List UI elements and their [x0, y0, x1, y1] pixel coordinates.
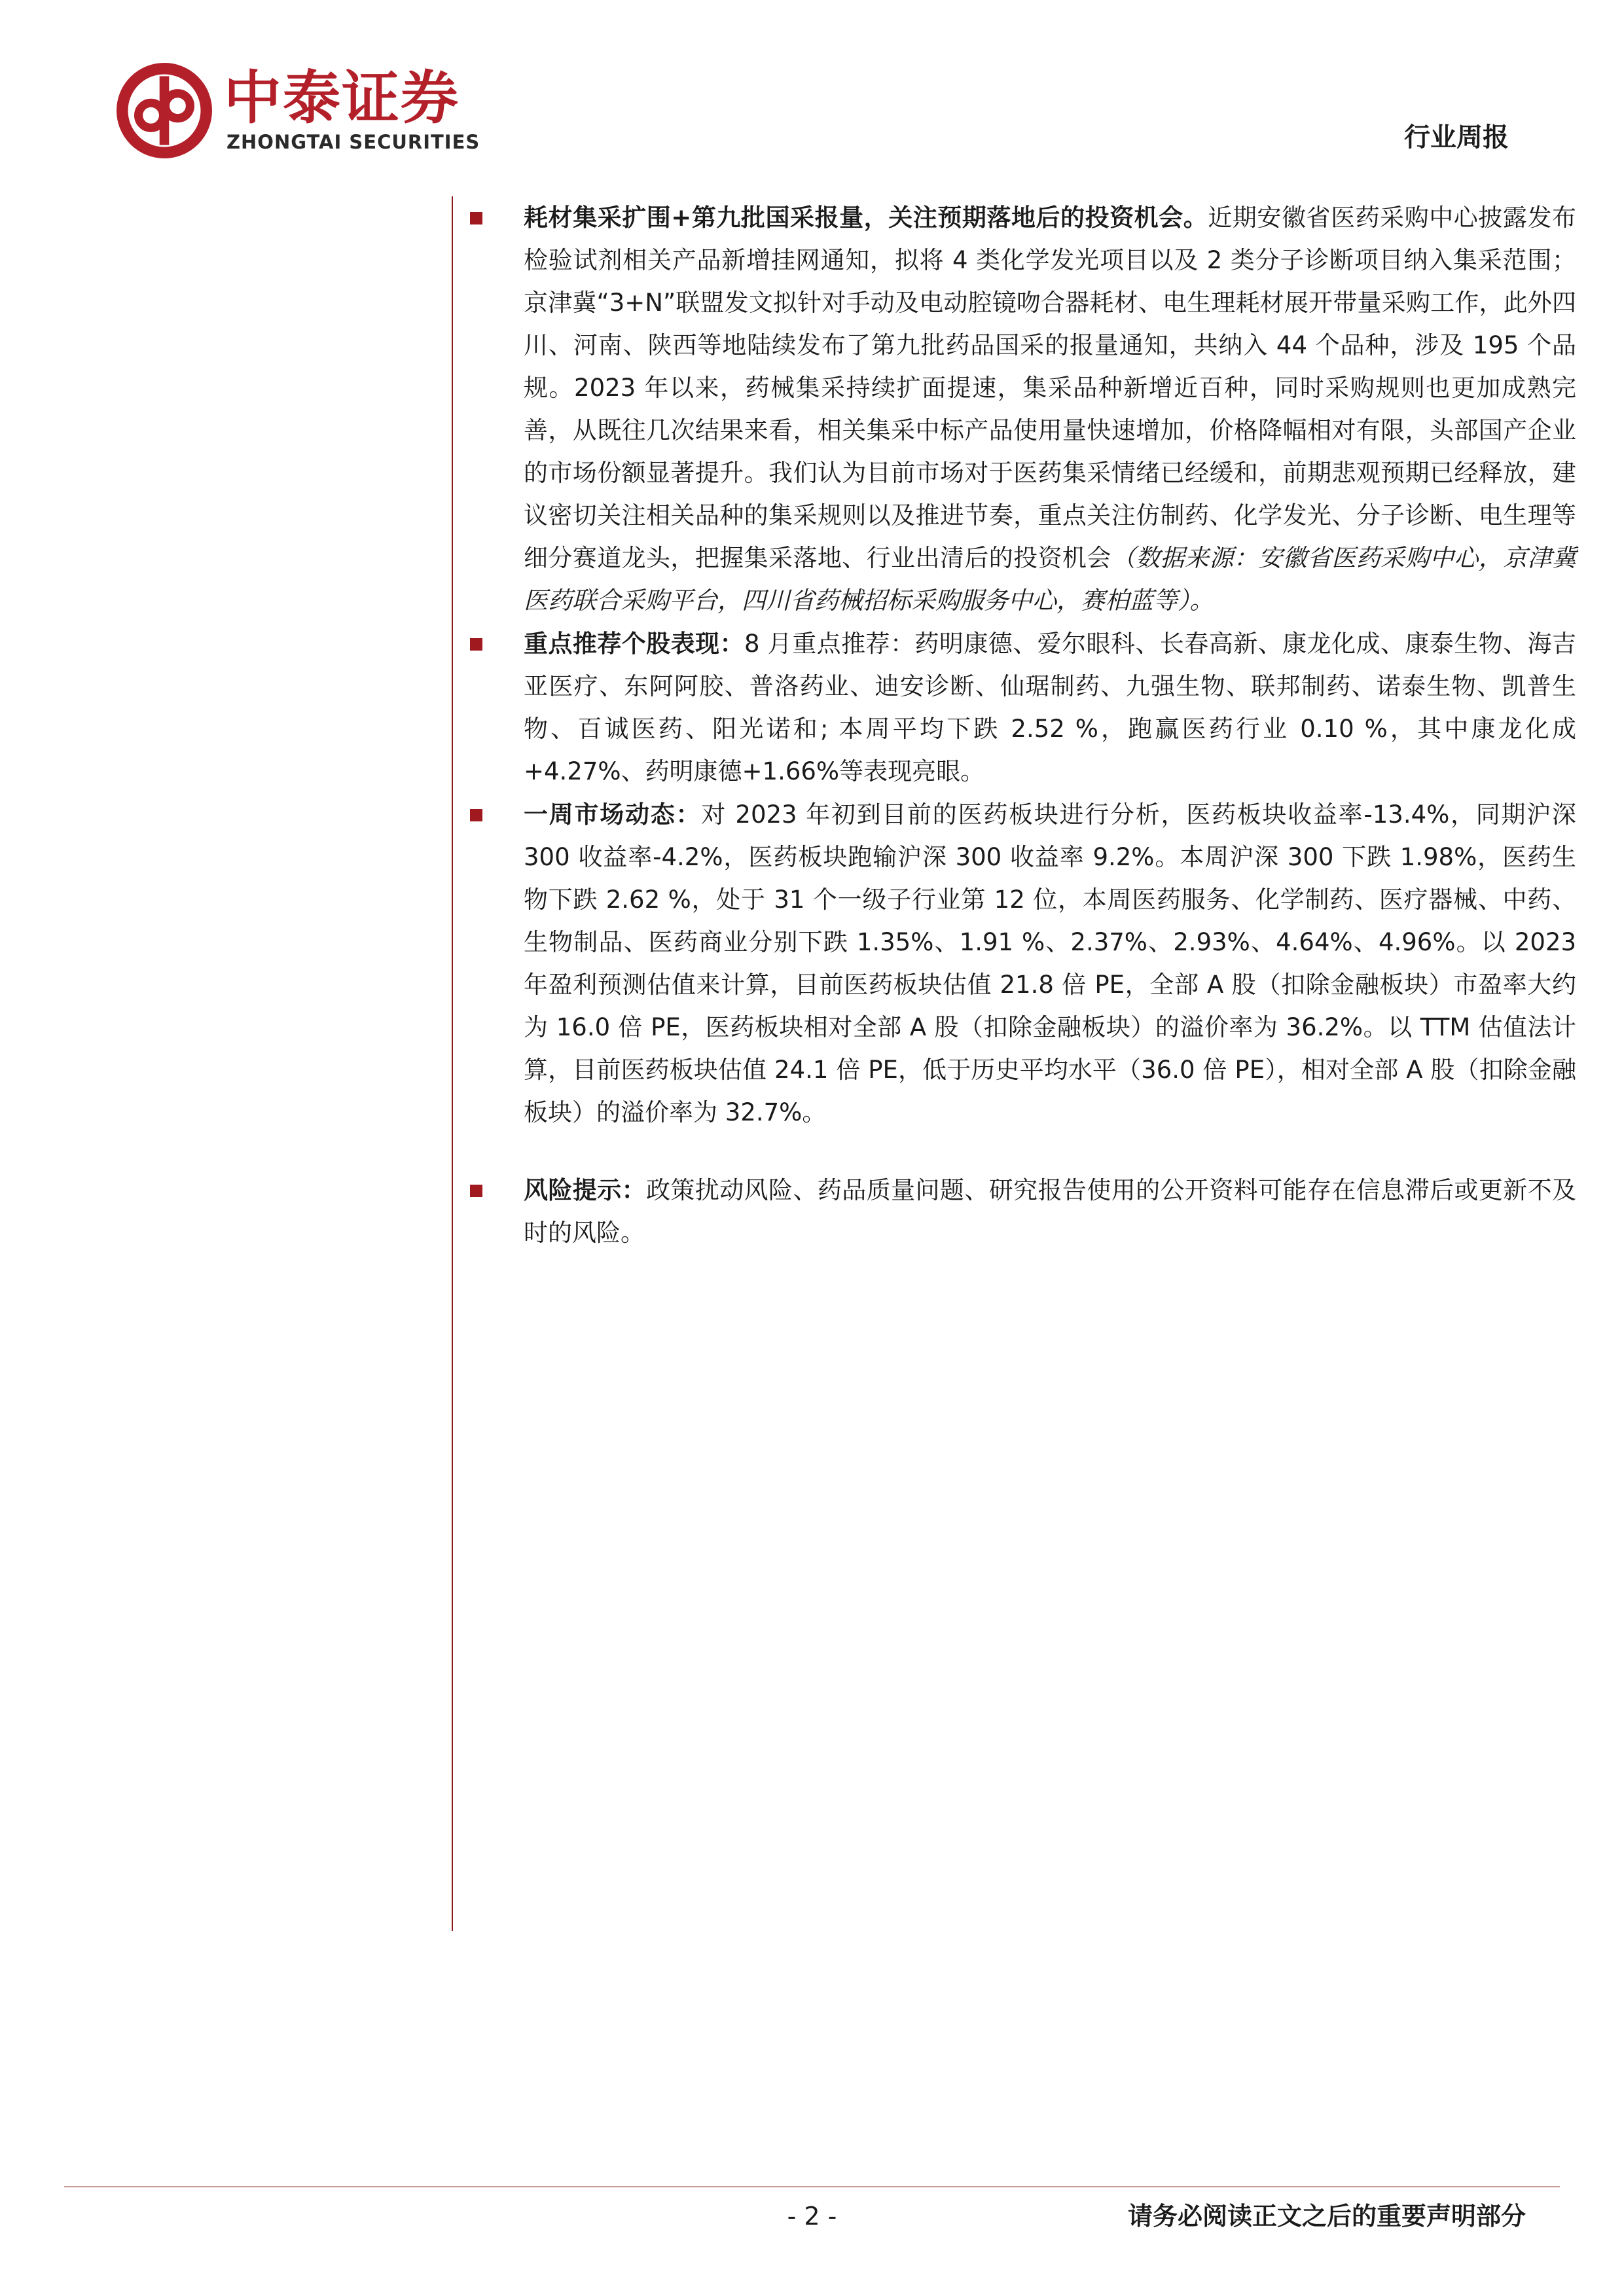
zhongtai-logo-icon [117, 63, 212, 158]
logo-chinese-name: 中泰证券 [224, 64, 460, 132]
paragraph-heading: 重点推荐个股表现： [524, 630, 745, 658]
paragraph-heading: 一周市场动态： [524, 800, 702, 829]
bullet-square-icon [470, 809, 482, 821]
footer-disclaimer: 请务必阅读正文之后的重要声明部分 [1127, 2202, 1526, 2231]
paragraph-body: 8 月重点推荐：药明康德、爱尔眼科、长春高新、康龙化成、康泰生物、海吉亚医疗、东阿阿胶、普洛药业、迪安诊断、仙琚制药、九强生物、联邦制药、诺泰生物、凯普生物、百诚医药、阳光诺和; 本周平均下跌 2.52 %，跑赢医药行业 0.10 %，其中康龙化成+4.27%、药明康德+1.66%等表现亮眼。 [524, 630, 1576, 785]
paragraph-risk-warning [470, 1169, 1576, 1254]
footer-divider [64, 2186, 1560, 2187]
paragraph-market-dynamics [470, 793, 1576, 1134]
main-content [470, 196, 1576, 1254]
paragraph-body: 近期安徽省医药采购中心披露发布检验试剂相关产品新增挂网通知，拟将 4 类化学发光项目以及 2 类分子诊断项目纳入集采范围；京津冀“3+N”联盟发文拟针对手动及电动腔镜吻合器耗材、电生理耗材展开带量采购工作，此外四川、河南、陕西等地陆续发布了第九批药品国采的报量通知，共纳入 44 个品种，涉及 195 个品规。2023 年以来，药械集采持续扩面提速，集采品种新增近百种，同时采购规则也更加成熟完善，从既往几次结果来看，相关集采中标产品使用量快速增加，价格降幅相对有限，头部国产企业的市场份额显著提升。我们认为目前市场对于医药集采情绪已经缓和，前期悲观预期已经释放，建议密切关注相关品种的集采规则以及推进节奏，重点关注仿制药、化学发光、分子诊断、电生理等细分赛道龙头，把握集采落地、行业出清后的投资机会 [524, 204, 1576, 572]
paragraph-stock-picks [470, 622, 1576, 793]
paragraph-procurement [470, 196, 1576, 622]
report-type-label: 行业周报 [1404, 122, 1509, 152]
paragraph-heading: 风险提示： [524, 1176, 647, 1204]
logo-english-name: ZHONGTAI SECURITIES [226, 131, 480, 153]
bullet-square-icon [470, 1185, 482, 1197]
bullet-square-icon [470, 638, 482, 651]
left-divider-line [452, 196, 453, 1931]
page-number: - 2 - [787, 2202, 837, 2231]
company-logo [117, 63, 483, 161]
bullet-square-icon [470, 212, 482, 224]
paragraph-body: 对 2023 年初到目前的医药板块进行分析，医药板块收益率-13.4%，同期沪深 300 收益率-4.2%，医药板块跑输沪深 300 收益率 9.2%。本周沪深 300 下跌 1.98%，医药生物下跌 2.62 %，处于 31 个一级子行业第 12 位，本周医药服务、化学制药、医疗器械、中药、生物制品、医药商业分别下跌 1.35%、1.91 %、2.37%、2.93%、4.64%、4.96%。以 2023 年盈利预测估值来计算，目前医药板块估值 21.8 倍 PE，全部 A 股（扣除金融板块）市盈率大约为 16.0 倍 PE，医药板块相对全部 A 股（扣除金融板块）的溢价率为 36.2%。以 TTM 估值法计算，目前医药板块估值 24.1 倍 PE，低于历史平均水平（36.0 倍 PE），相对全部 A 股（扣除金融板块）的溢价率为 32.7%。 [524, 800, 1576, 1126]
paragraph-body: 政策扰动风险、药品质量问题、研究报告使用的公开资料可能存在信息滞后或更新不及时的风险。 [524, 1176, 1577, 1247]
paragraph-source: （数据来源：安徽省医药采购中心，京津冀医药联合采购平台，四川省药械招标采购服务中心，赛柏蓝等）。 [524, 544, 1577, 615]
paragraph-heading: 耗材集采扩围+第九批国采报量，关注预期落地后的投资机会。 [524, 204, 1208, 232]
